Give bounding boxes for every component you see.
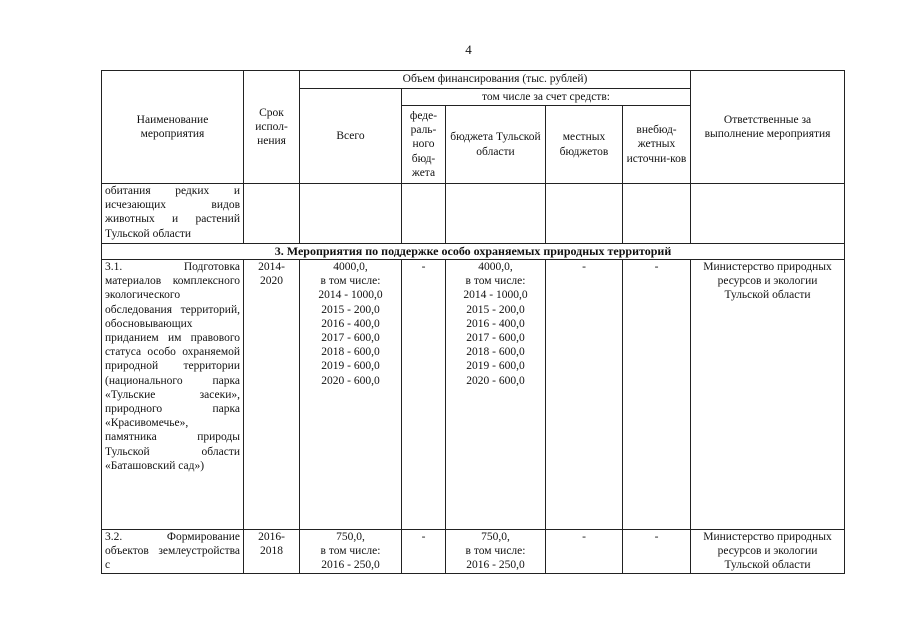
row-name: 3.1. Подготовка материалов комплексного экологического обследования территорий, обосновывающих приданием им правового статуса особо охраняемой природной территории (национального парка «Тульские засеки», природного парка «Красивомечье», памятника природы Тульской области «Баташовский сад») [102,260,244,530]
row-total: 750,0, в том числе: 2016 - 250,0 [300,530,402,574]
header-term: Срок испол-нения [244,71,300,184]
continuation-empty-cell [402,184,446,244]
header-total: Всего [300,89,402,184]
header-funding-group: Объем финансирования (тыс. рублей) [300,71,691,89]
row-extra: - [623,530,691,574]
continuation-empty-cell [546,184,623,244]
header-federal: феде-раль-ного бюд-жета [402,106,446,184]
header-extra: внебюд-жетных источни-ков [623,106,691,184]
header-including-sources: том числе за счет средств: [402,89,691,106]
row-local: - [546,260,623,530]
continuation-empty-cell [244,184,300,244]
row-regional: 4000,0, в том числе: 2014 - 1000,0 2015 - 200,0 2016 - 400,0 2017 - 600,0 2018 - 600,0 2019 - 600,0 2020 - 600,0 [446,260,546,530]
continuation-empty-cell [300,184,402,244]
continuation-empty-cell [691,184,845,244]
continuation-name: обитания редких и исчезающих видов животных и растений Тульской области [102,184,244,244]
row-total: 4000,0, в том числе: 2014 - 1000,0 2015 - 200,0 2016 - 400,0 2017 - 600,0 2018 - 600,0 2019 - 600,0 2020 - 600,0 [300,260,402,530]
continuation-empty-cell [446,184,546,244]
row-federal: - [402,260,446,530]
row-name: 3.2. Формирование объектов землеустройства с [102,530,244,574]
header-name: Наименование мероприятия [102,71,244,184]
header-responsible: Ответственные за выполнение мероприятия [691,71,845,184]
header-local: местных бюджетов [546,106,623,184]
row-responsible: Министерство природных ресурсов и экологии Тульской области [691,260,845,530]
row-term: 2014- 2020 [244,260,300,530]
section-title: 3. Мероприятия по поддержке особо охраняемых природных территорий [102,244,845,260]
funding-table [101,70,845,574]
page-number: 4 [465,42,472,57]
row-extra: - [623,260,691,530]
row-regional: 750,0, в том числе: 2016 - 250,0 [446,530,546,574]
row-local: - [546,530,623,574]
row-responsible: Министерство природных ресурсов и экологии Тульской области [691,530,845,574]
header-regional: бюджета Тульской области [446,106,546,184]
continuation-empty-cell [623,184,691,244]
row-federal: - [402,530,446,574]
row-term: 2016- 2018 [244,530,300,574]
